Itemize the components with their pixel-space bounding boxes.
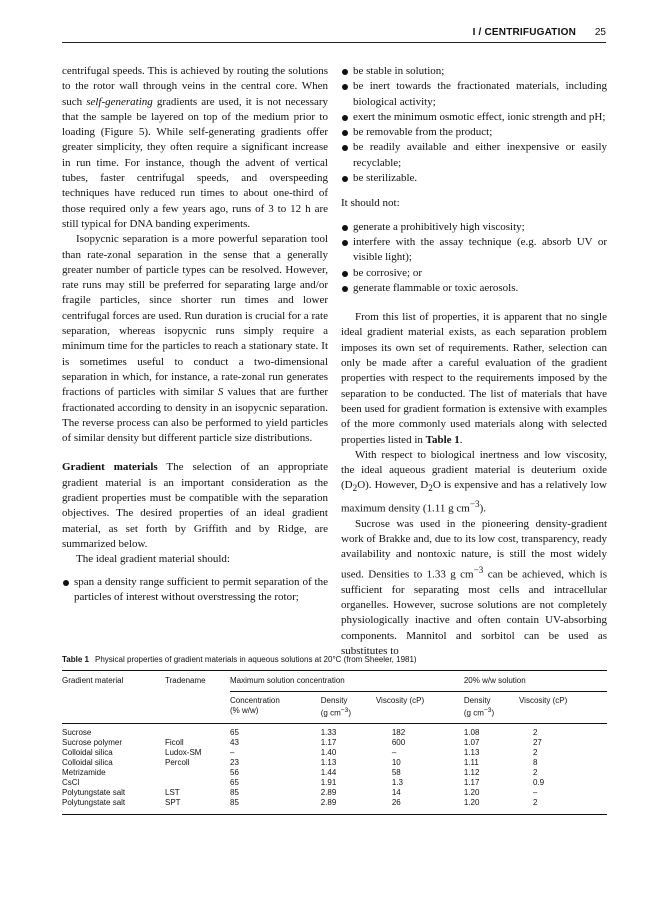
section-title: I / CENTRIFUGATION bbox=[472, 27, 576, 38]
bullet-icon bbox=[342, 286, 348, 292]
should-not-intro: It should not: bbox=[341, 197, 400, 210]
bullet-icon bbox=[342, 84, 348, 90]
paragraph-2: Isopycnic separation is a more powerful separation tool than rate-zonal separation in the sense that a generally greater number of particle types can be resolved. However, rate runs may still be preferred for separating large and/or fragile particles, since shorter run times and lower centrifugal forces are used. Run duration is crucial for a rate separation, whereas isopycnic runs simply require a minimum time for the particles to reach a stationary state. It is sometimes useful to conduct a two-dimensional separation in which, for instance, a rate-zonal run generates fractions of particles with similar S values that are further fractionated according to density in an isopycnic separation. The reverse process can also be performed to yield particles of similar density but different particle size distributions. bbox=[62, 233, 329, 445]
table-row: Sucrose 65 1.33 182 1.08 2 bbox=[62, 723, 607, 738]
left-column bbox=[62, 64, 328, 605]
table-subheader-row bbox=[62, 692, 607, 724]
running-header bbox=[62, 26, 606, 43]
paragraph-1: centrifugal speeds. This is achieved by routing the solutions to the rotor wall through veins in the central core. When such self-generating gradients are used, it is not necessary that the sample be layered on top of the medium prior to loading (Figure 5). While self-generating gradients offer greater simplicity, they often require a significant increase in run time. For instance, though the advent of vertical tubes, faster centrifugal speeds, and overspeeding techniques have reduced run times to about one-third of those required only a few years ago, runs of 3 to 12 h are still typical for DNA banding experiments. bbox=[62, 65, 328, 230]
subheader-viscosity: Viscosity (cP) bbox=[376, 692, 464, 724]
table-header-row bbox=[62, 671, 607, 692]
table-bottom-rule bbox=[62, 808, 607, 815]
list-item: be removable from the product; bbox=[341, 125, 607, 140]
bullet-icon bbox=[342, 176, 348, 182]
table-row: Polytungstate salt LST 85 2.89 14 1.20 – bbox=[62, 787, 538, 797]
list-item: span a density range sufficient to permit separation of the particles of interest without overstressing the rotor; bbox=[62, 575, 328, 606]
list-item: be corrosive; or bbox=[341, 266, 607, 281]
bullet-icon bbox=[342, 271, 348, 277]
header-max-concentration: Maximum solution concentration bbox=[230, 676, 345, 685]
should-list-start bbox=[62, 575, 328, 606]
should-list bbox=[341, 64, 607, 186]
list-item: be stable in solution; bbox=[341, 64, 607, 79]
bullet-icon bbox=[342, 130, 348, 136]
list-item: exert the minimum osmotic effect, ionic strength and pH; bbox=[341, 110, 607, 125]
subheader-density: Density (g $cm^{-3}$) bbox=[321, 692, 376, 724]
table-row: CsCl 65 1.91 1.3 1.17 0.9 bbox=[62, 777, 545, 787]
right-column bbox=[341, 64, 607, 659]
paragraph-gradient-materials: Gradient materials The selection of an appropriate gradient material is an important consideration as the gradient properties must be compatible with the separation objectives. The desired properties of an ideal gradient material, as set forth by Griffith and by Ridge, are summarized below. bbox=[62, 461, 328, 550]
bullet-icon bbox=[342, 225, 348, 231]
table-caption: Table 1 Physical properties of gradient materials in aqueous solutions at 20°C (from Sheeler, 1981) bbox=[62, 655, 417, 664]
subheader-viscosity-20: Viscosity (cP) bbox=[519, 692, 607, 724]
properties-table bbox=[62, 670, 607, 808]
table-row: Metrizamide 56 1.44 58 1.12 2 bbox=[62, 767, 538, 777]
table-row: Polytungstate salt SPT 85 2.89 26 1.20 2 bbox=[62, 797, 538, 807]
bullet-icon bbox=[342, 115, 348, 121]
table-row: Colloidal silica Ludox-SM – 1.40 – 1.13 2 bbox=[62, 747, 538, 757]
subheader-density-20: Density (g $cm^{-3}$) bbox=[464, 692, 519, 724]
table-label: Table 1 bbox=[62, 655, 89, 664]
table-row: Sucrose polymer Ficoll 43 1.17 600 1.07 27 bbox=[62, 737, 542, 747]
paragraph-should-intro: The ideal gradient material should: bbox=[76, 553, 230, 566]
list-item: be sterilizable. bbox=[341, 171, 607, 186]
paragraph-deuterium: With respect to biological inertness and low viscosity, the ideal aqueous gradient material is deuterium oxide $(D_2O)$. However, $D_2O$ is expensive and has a relatively low maximum density (1.11 g $cm^{-3}$). bbox=[341, 448, 607, 515]
table-reference: Table 1 bbox=[425, 433, 460, 446]
list-item: generate a prohibitively high viscosity; bbox=[341, 220, 607, 235]
list-item: be inert towards the fractionated materials, including biological activity; bbox=[341, 79, 607, 110]
list-item: generate flammable or toxic aerosols. bbox=[341, 281, 607, 296]
header-20-percent: 20% w/w solution bbox=[463, 676, 526, 685]
bullet-icon bbox=[342, 240, 348, 246]
list-item: be readily available and either inexpensive or easily recyclable; bbox=[341, 140, 607, 171]
subheader-concentration: Concentration (% w/w) bbox=[230, 692, 321, 724]
bullet-icon bbox=[342, 145, 348, 151]
table-row: Colloidal silica Percoll 23 1.13 10 1.11 8 bbox=[62, 757, 538, 767]
header-material: Gradient material bbox=[62, 676, 124, 685]
paragraph-sucrose: Sucrose was used in the pioneering density-gradient work of Brakke and, due to its low cost, transparency, ready availability and nontoxic nature, is still the most widely used. Densities to 1.33 g $cm^{-3}$ can be achieved, which is sufficient for separating most cells and intracellular organelles. However, sucrose solutions are not completely physiologically inactive and often contain UV-absorbing components. Mannitol and sorbitol can be used as substitutes to bbox=[341, 517, 607, 657]
paragraph-selection: From this list of properties, it is apparent that no single ideal gradient material exists, as each separation problem imposes its own set of requirements. Rather, selection can only be made after a careful evaluation of the gradient properties with respect to the requirements imposed by the separation to be conducted. The list of materials that have been used for gradient formation is extensive with examples of the more commonly used materials along with selected properties listed in Table 1. bbox=[341, 311, 607, 446]
page-number: 25 bbox=[594, 27, 606, 38]
bullet-icon bbox=[63, 580, 69, 586]
should-not-list bbox=[341, 220, 607, 296]
header-tradename: Tradename bbox=[165, 676, 206, 685]
list-item: interfere with the assay technique (e.g. absorb UV or visible light); bbox=[341, 235, 607, 266]
table-1 bbox=[62, 655, 607, 815]
bullet-icon bbox=[342, 69, 348, 75]
run-in-heading: Gradient materials bbox=[62, 461, 158, 474]
